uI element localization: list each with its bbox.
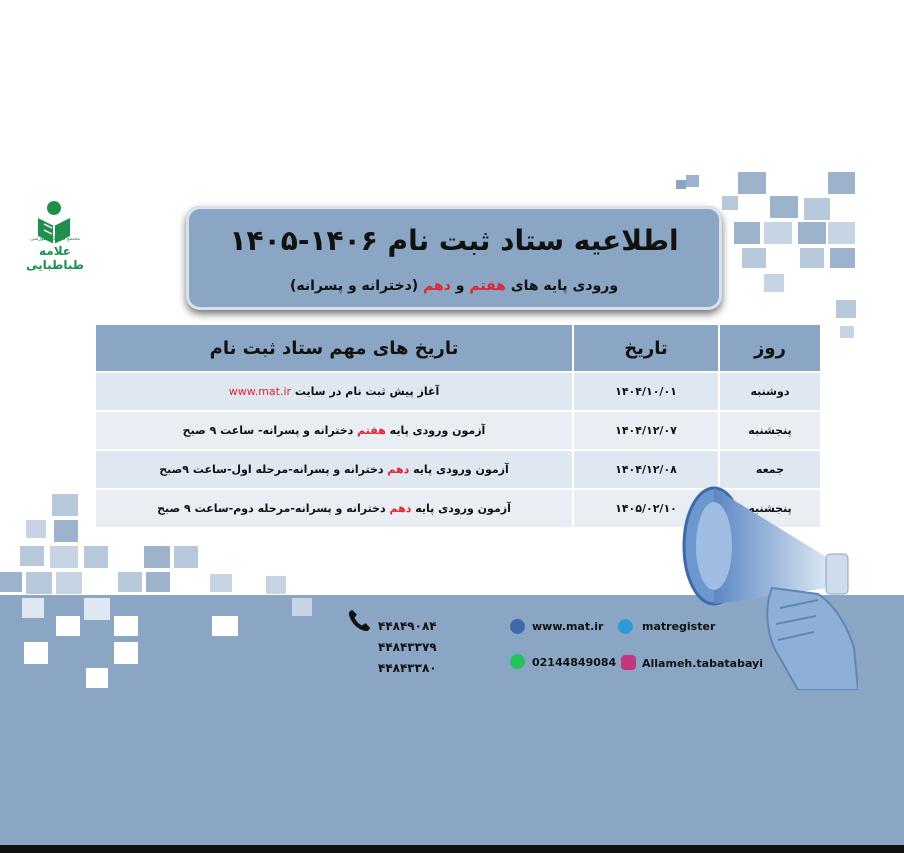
row-date: ۱۴۰۵/۰۲/۱۰ xyxy=(573,489,719,528)
decor-square xyxy=(836,300,856,318)
row-event xyxy=(95,411,573,450)
row-date: ۱۴۰۴/۱۲/۰۷ xyxy=(573,411,719,450)
telegram-contact[interactable]: matregister xyxy=(642,620,716,633)
decor-square xyxy=(830,248,855,268)
announcement-subtitle xyxy=(186,278,722,294)
decor-square xyxy=(56,616,80,636)
announcement-title: اطلاعیه ستاد ثبت نام ۱۴۰۶-۱۴۰۵ xyxy=(229,224,679,257)
decor-square xyxy=(26,572,52,594)
event-grade: هفتم xyxy=(357,424,386,437)
row-date: ۱۴۰۴/۱۲/۰۸ xyxy=(573,450,719,489)
decor-square xyxy=(266,576,286,594)
decor-square xyxy=(212,616,238,636)
decor-square xyxy=(84,598,110,620)
event-text: دخترانه و پسرانه-مرحله اول-ساعت ۹صبح xyxy=(159,463,388,476)
row-day: جمعه xyxy=(719,450,821,489)
globe-icon xyxy=(510,619,525,634)
decor-square xyxy=(676,180,686,189)
subtitle-and: و xyxy=(450,278,470,294)
decor-square xyxy=(770,196,798,218)
whatsapp-icon xyxy=(510,654,525,669)
decor-square xyxy=(0,572,22,592)
decor-square xyxy=(828,172,855,194)
decor-square xyxy=(840,326,854,338)
decor-square xyxy=(20,546,44,566)
phone-number[interactable]: ۴۴۸۴۳۳۸۰ xyxy=(378,661,437,675)
header-date: تاریخ xyxy=(573,324,719,372)
header-day: روز xyxy=(719,324,821,372)
event-text: آزمون ورودی پایه xyxy=(409,463,509,476)
decor-square xyxy=(210,574,232,592)
row-day: پنجشنبه xyxy=(719,411,821,450)
decor-square xyxy=(764,222,792,244)
phone-number[interactable]: ۴۴۸۴۳۳۷۹ xyxy=(378,640,437,654)
decor-square xyxy=(146,572,170,592)
event-text: دخترانه و پسرانه-مرحله دوم-ساعت ۹ صبح xyxy=(157,502,390,515)
grade-tenth: دهم xyxy=(423,278,451,294)
row-event xyxy=(95,372,573,411)
event-text: دخترانه و پسرانه- ساعت ۹ صبح xyxy=(182,424,358,437)
decor-square xyxy=(118,572,142,592)
instagram-contact[interactable]: Allameh.tabatabayi xyxy=(642,657,763,670)
decor-square xyxy=(804,198,830,220)
table-row xyxy=(95,411,821,450)
decor-square xyxy=(114,642,138,664)
decor-square xyxy=(738,172,766,194)
decor-square xyxy=(22,598,44,618)
logo-name: علامه طباطبایی xyxy=(25,244,85,272)
decor-square xyxy=(26,520,46,538)
row-day: دوشنبه xyxy=(719,372,821,411)
event-text: آزمون ورودی پایه xyxy=(411,502,511,515)
table-header-row xyxy=(95,324,821,372)
website-link[interactable]: www.mat.ir xyxy=(228,385,292,398)
decor-square xyxy=(174,546,198,568)
decor-square xyxy=(24,642,48,664)
bottom-border xyxy=(0,845,904,853)
subtitle-prefix: ورودی پایه های xyxy=(505,278,619,294)
event-grade: دهم xyxy=(387,463,410,476)
phone-number[interactable]: ۴۴۸۴۹۰۸۴ xyxy=(378,619,437,633)
row-event xyxy=(95,489,573,528)
website-contact[interactable]: www.mat.ir xyxy=(532,620,604,633)
decor-square xyxy=(86,668,108,688)
decor-square xyxy=(722,196,738,210)
decor-square xyxy=(686,175,699,187)
whatsapp-contact[interactable]: 02144849084 xyxy=(532,656,617,669)
instagram-icon xyxy=(621,655,636,670)
decor-square xyxy=(800,248,824,268)
title-banner xyxy=(186,206,722,310)
decor-square xyxy=(828,222,855,244)
table-row xyxy=(95,372,821,411)
event-text: آغاز پیش ثبت نام در سایت xyxy=(291,385,440,398)
phone-icon xyxy=(346,608,372,634)
decor-square xyxy=(742,248,766,268)
telegram-icon xyxy=(618,619,633,634)
decor-square xyxy=(84,546,108,568)
row-day: پنجشنبه xyxy=(719,489,821,528)
decor-square xyxy=(798,222,826,244)
grade-seventh: هفتم xyxy=(469,278,506,294)
decor-square xyxy=(54,520,78,542)
phone-numbers xyxy=(378,616,437,679)
decor-square xyxy=(114,616,138,636)
decor-square xyxy=(52,494,78,516)
event-text: آزمون ورودی پایه xyxy=(385,424,486,437)
decor-square xyxy=(734,222,760,244)
subtitle-suffix: (دخترانه و پسرانه) xyxy=(289,278,424,294)
decor-square xyxy=(50,546,78,568)
decor-square xyxy=(56,572,82,594)
decor-square xyxy=(144,546,170,568)
event-grade: دهم xyxy=(389,502,412,515)
decor-square xyxy=(764,274,784,292)
header-event: تاریخ های مهم ستاد ثبت نام xyxy=(95,324,573,372)
row-date: ۱۴۰۴/۱۰/۰۱ xyxy=(573,372,719,411)
logo-subtitle: مجتمع فرهنگی آموزشی xyxy=(30,236,80,242)
decor-square xyxy=(292,598,312,616)
row-event xyxy=(95,450,573,489)
